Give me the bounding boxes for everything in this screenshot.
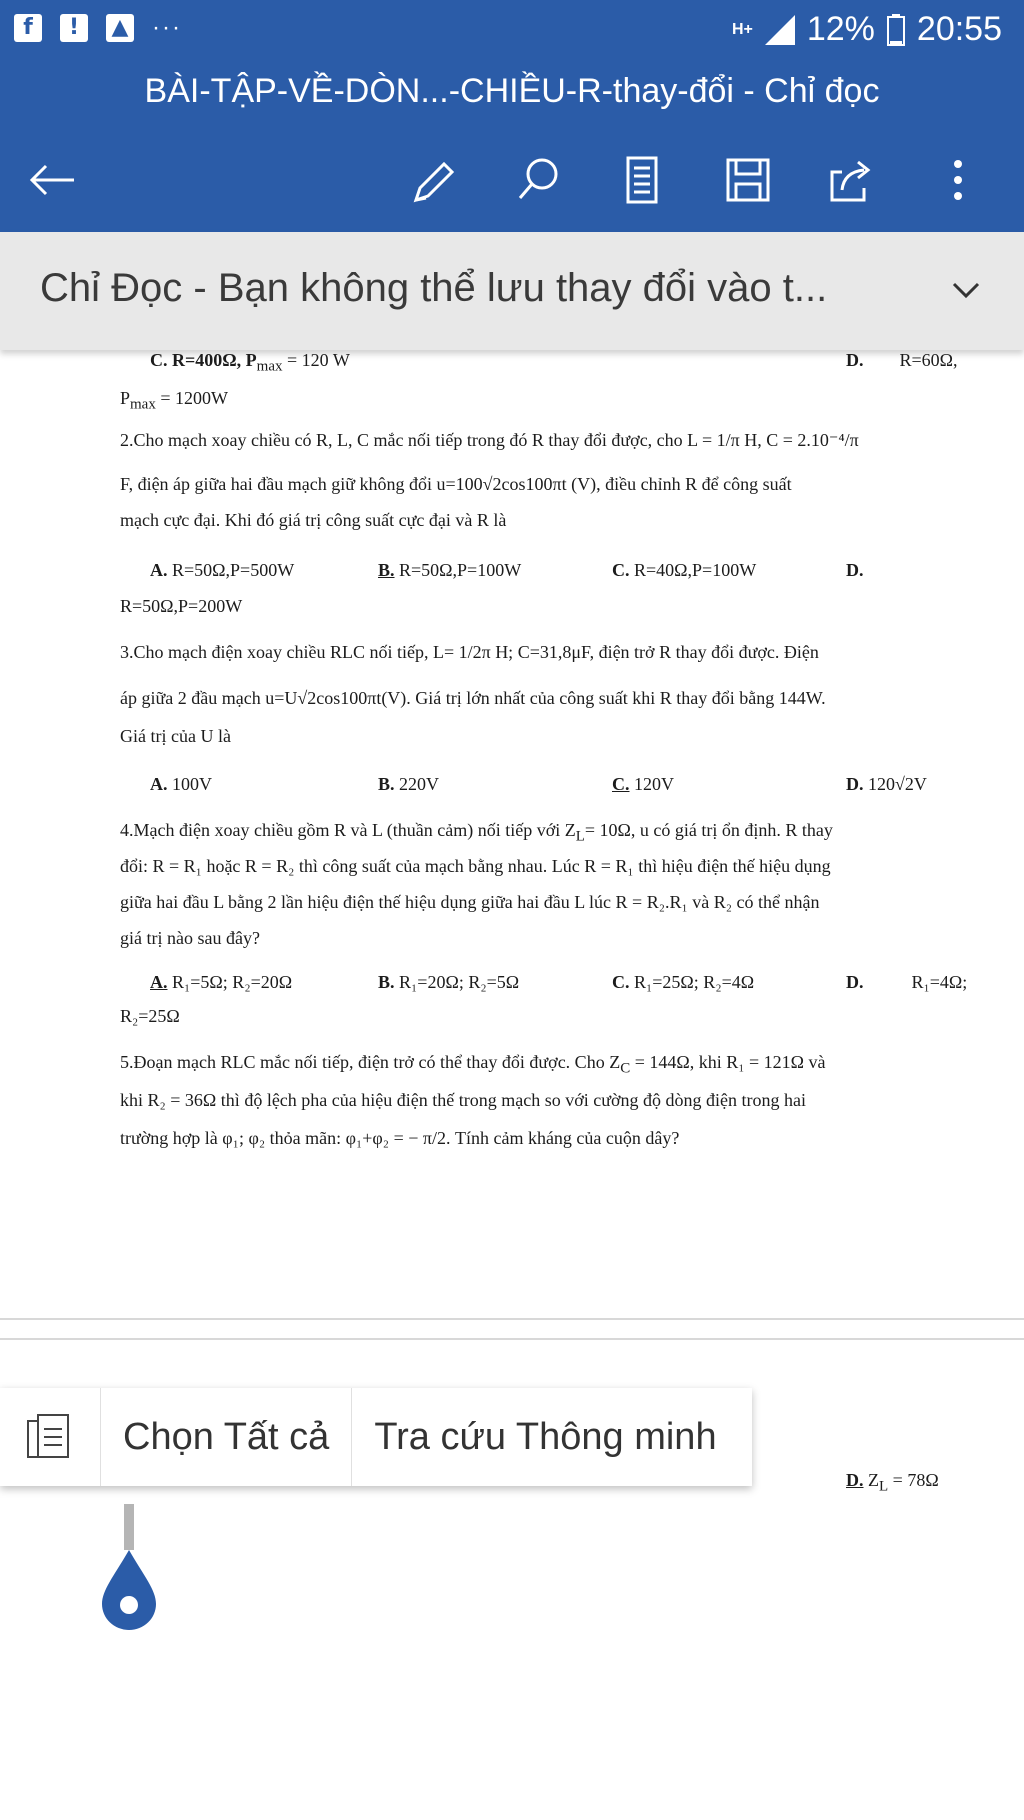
signal-icon <box>765 15 795 45</box>
save-button[interactable] <box>720 152 776 208</box>
q4-line-2: đổi: R = R₁ hoặc R = R₂ thì công suất của mạch bằng nhau. Lúc R = R₁ thì hiệu điện thế hiệu dụng <box>120 856 831 876</box>
q4-line-3: giữa hai đầu L bằng 2 lần hiệu điện thế hiệu dụng giữa hai đầu L lúc R = R₂.R₁ và R₂ có thể nhận <box>120 892 820 912</box>
q4-option-a: A. R₁=5Ω; R₂=20Ω <box>150 972 293 992</box>
q3-option-c: C. 120V <box>612 774 674 794</box>
q2-option-d: D. <box>846 560 864 580</box>
battery-percent: 12% <box>806 10 875 48</box>
q5-line-2: khi R₂ = 36Ω thì độ lệch pha của hiệu điện thế trong mạch so với cường độ dòng điện trong hai <box>120 1090 806 1110</box>
toolbar <box>0 140 1024 220</box>
facebook-icon: f <box>14 14 42 42</box>
battery-icon <box>887 14 905 46</box>
more-options-button[interactable] <box>930 152 986 208</box>
reading-view-button[interactable] <box>614 152 670 208</box>
q3-line-2: áp giữa 2 đầu mạch u=U√2cos100πt(V). Giá trị lớn nhất của công suất khi R thay đổi bằng 144W. <box>120 688 826 708</box>
search-icon <box>510 152 566 208</box>
q1-option-d: D. R=60Ω, <box>846 350 958 370</box>
share-icon <box>824 152 880 208</box>
smart-lookup-button[interactable]: Tra cứu Thông minh <box>351 1388 738 1486</box>
q4-line-1: 4.Mạch điện xoay chiều gồm R và L (thuần cảm) nối tiếp với $Z_L= 10\Omega$, u có giá trị ổn định. R thay <box>120 820 833 845</box>
page-separator <box>0 1318 1024 1320</box>
q3-option-d: D. 120√2V <box>846 774 927 794</box>
notification-icons <box>14 14 182 42</box>
status-bar <box>0 0 1024 62</box>
back-button[interactable] <box>24 152 80 208</box>
expand-banner-button[interactable] <box>948 272 984 313</box>
selection-handle-stem <box>124 1504 134 1550</box>
q2-line-2: F, điện áp giữa hai đầu mạch giữ không đổi u=100√2cos100πt (V), điều chỉnh R để công suất <box>120 474 792 494</box>
select-all-button[interactable]: Chọn Tất cả <box>123 1415 330 1458</box>
q2-line-1: 2.Cho mạch xoay chiều có R, L, C mắc nối tiếp trong đó R thay đổi được, cho L = 1/π H, C = 2.10⁻⁴/π <box>120 430 859 450</box>
q3-line-3: Giá trị của U là <box>120 726 231 746</box>
document-view-icon <box>614 152 670 208</box>
network-type: H+ <box>731 20 753 38</box>
back-arrow-icon <box>24 152 80 208</box>
share-button[interactable] <box>824 152 880 208</box>
q1-option-d-continued: $P_{max} = 1200W$ <box>120 388 228 413</box>
q2-option-c: C. R=40Ω,P=100W <box>612 560 757 580</box>
image-icon: ▲ <box>106 14 134 42</box>
selection-handle-icon[interactable] <box>94 1546 164 1630</box>
q4-line-4: giá trị nào sau đây? <box>120 928 260 948</box>
q3-line-1: 3.Cho mạch điện xoay chiều RLC nối tiếp, L= 1/2π H; C=31,8μF, điện trở R thay đổi được. Điện <box>120 642 819 662</box>
q4-option-b: B. R₁=20Ω; R₂=5Ω <box>378 972 520 992</box>
q4-option-d-continued: R₂=25Ω <box>120 1006 180 1026</box>
document-title: BÀI-TẬP-VỀ-DÒN...-CHIỀU-R-thay-đổi - Chỉ đọc <box>144 72 880 110</box>
clock: 20:55 <box>916 10 1002 48</box>
q3-option-b: B. 220V <box>378 774 440 794</box>
app-header <box>0 62 1024 232</box>
selection-context-menu <box>0 1388 752 1486</box>
read-only-message: Chỉ Đọc - Bạn không thể lưu thay đổi vào t... <box>40 266 828 310</box>
q5-option-d: D. $Z_L = 78\Omega$ <box>846 1470 939 1495</box>
chevron-down-icon <box>948 272 984 308</box>
search-button[interactable] <box>510 152 566 208</box>
q2-option-b: B. R=50Ω,P=100W <box>378 560 522 580</box>
copy-icon <box>24 1411 76 1463</box>
alert-icon: ! <box>60 14 88 42</box>
edit-button[interactable] <box>404 152 460 208</box>
more-notifications: ··· <box>152 14 182 41</box>
save-icon <box>720 152 776 208</box>
more-vertical-icon <box>930 152 986 208</box>
q1-option-c: C. R=400Ω, $P_{max} = 120$ W <box>150 350 350 375</box>
q4-option-c: C. R₁=25Ω; R₂=4Ω <box>612 972 755 992</box>
q3-option-a: A. 100V <box>150 774 212 794</box>
copy-button[interactable] <box>0 1388 101 1486</box>
read-only-banner[interactable] <box>0 232 1024 350</box>
pencil-icon <box>404 152 460 208</box>
q5-line-3: trường hợp là φ₁; φ₂ thỏa mãn: φ₁+φ₂ = − π/2. Tính cảm kháng của cuộn dây? <box>120 1128 680 1148</box>
system-status <box>732 10 1002 49</box>
q4-option-d: D. R₁=4Ω; <box>846 972 968 992</box>
q2-option-d-continued: R=50Ω,P=200W <box>120 596 243 616</box>
q2-option-a: A. R=50Ω,P=500W <box>150 560 295 580</box>
q2-line-3: mạch cực đại. Khi đó giá trị công suất cực đại và R là <box>120 510 507 530</box>
page-separator <box>0 1338 1024 1340</box>
q5-line-1: 5.Đoạn mạch RLC mắc nối tiếp, điện trở có thể thay đổi được. Cho $Z_C = 144\Omega$, khi R₁ = 121Ω và <box>120 1052 826 1077</box>
